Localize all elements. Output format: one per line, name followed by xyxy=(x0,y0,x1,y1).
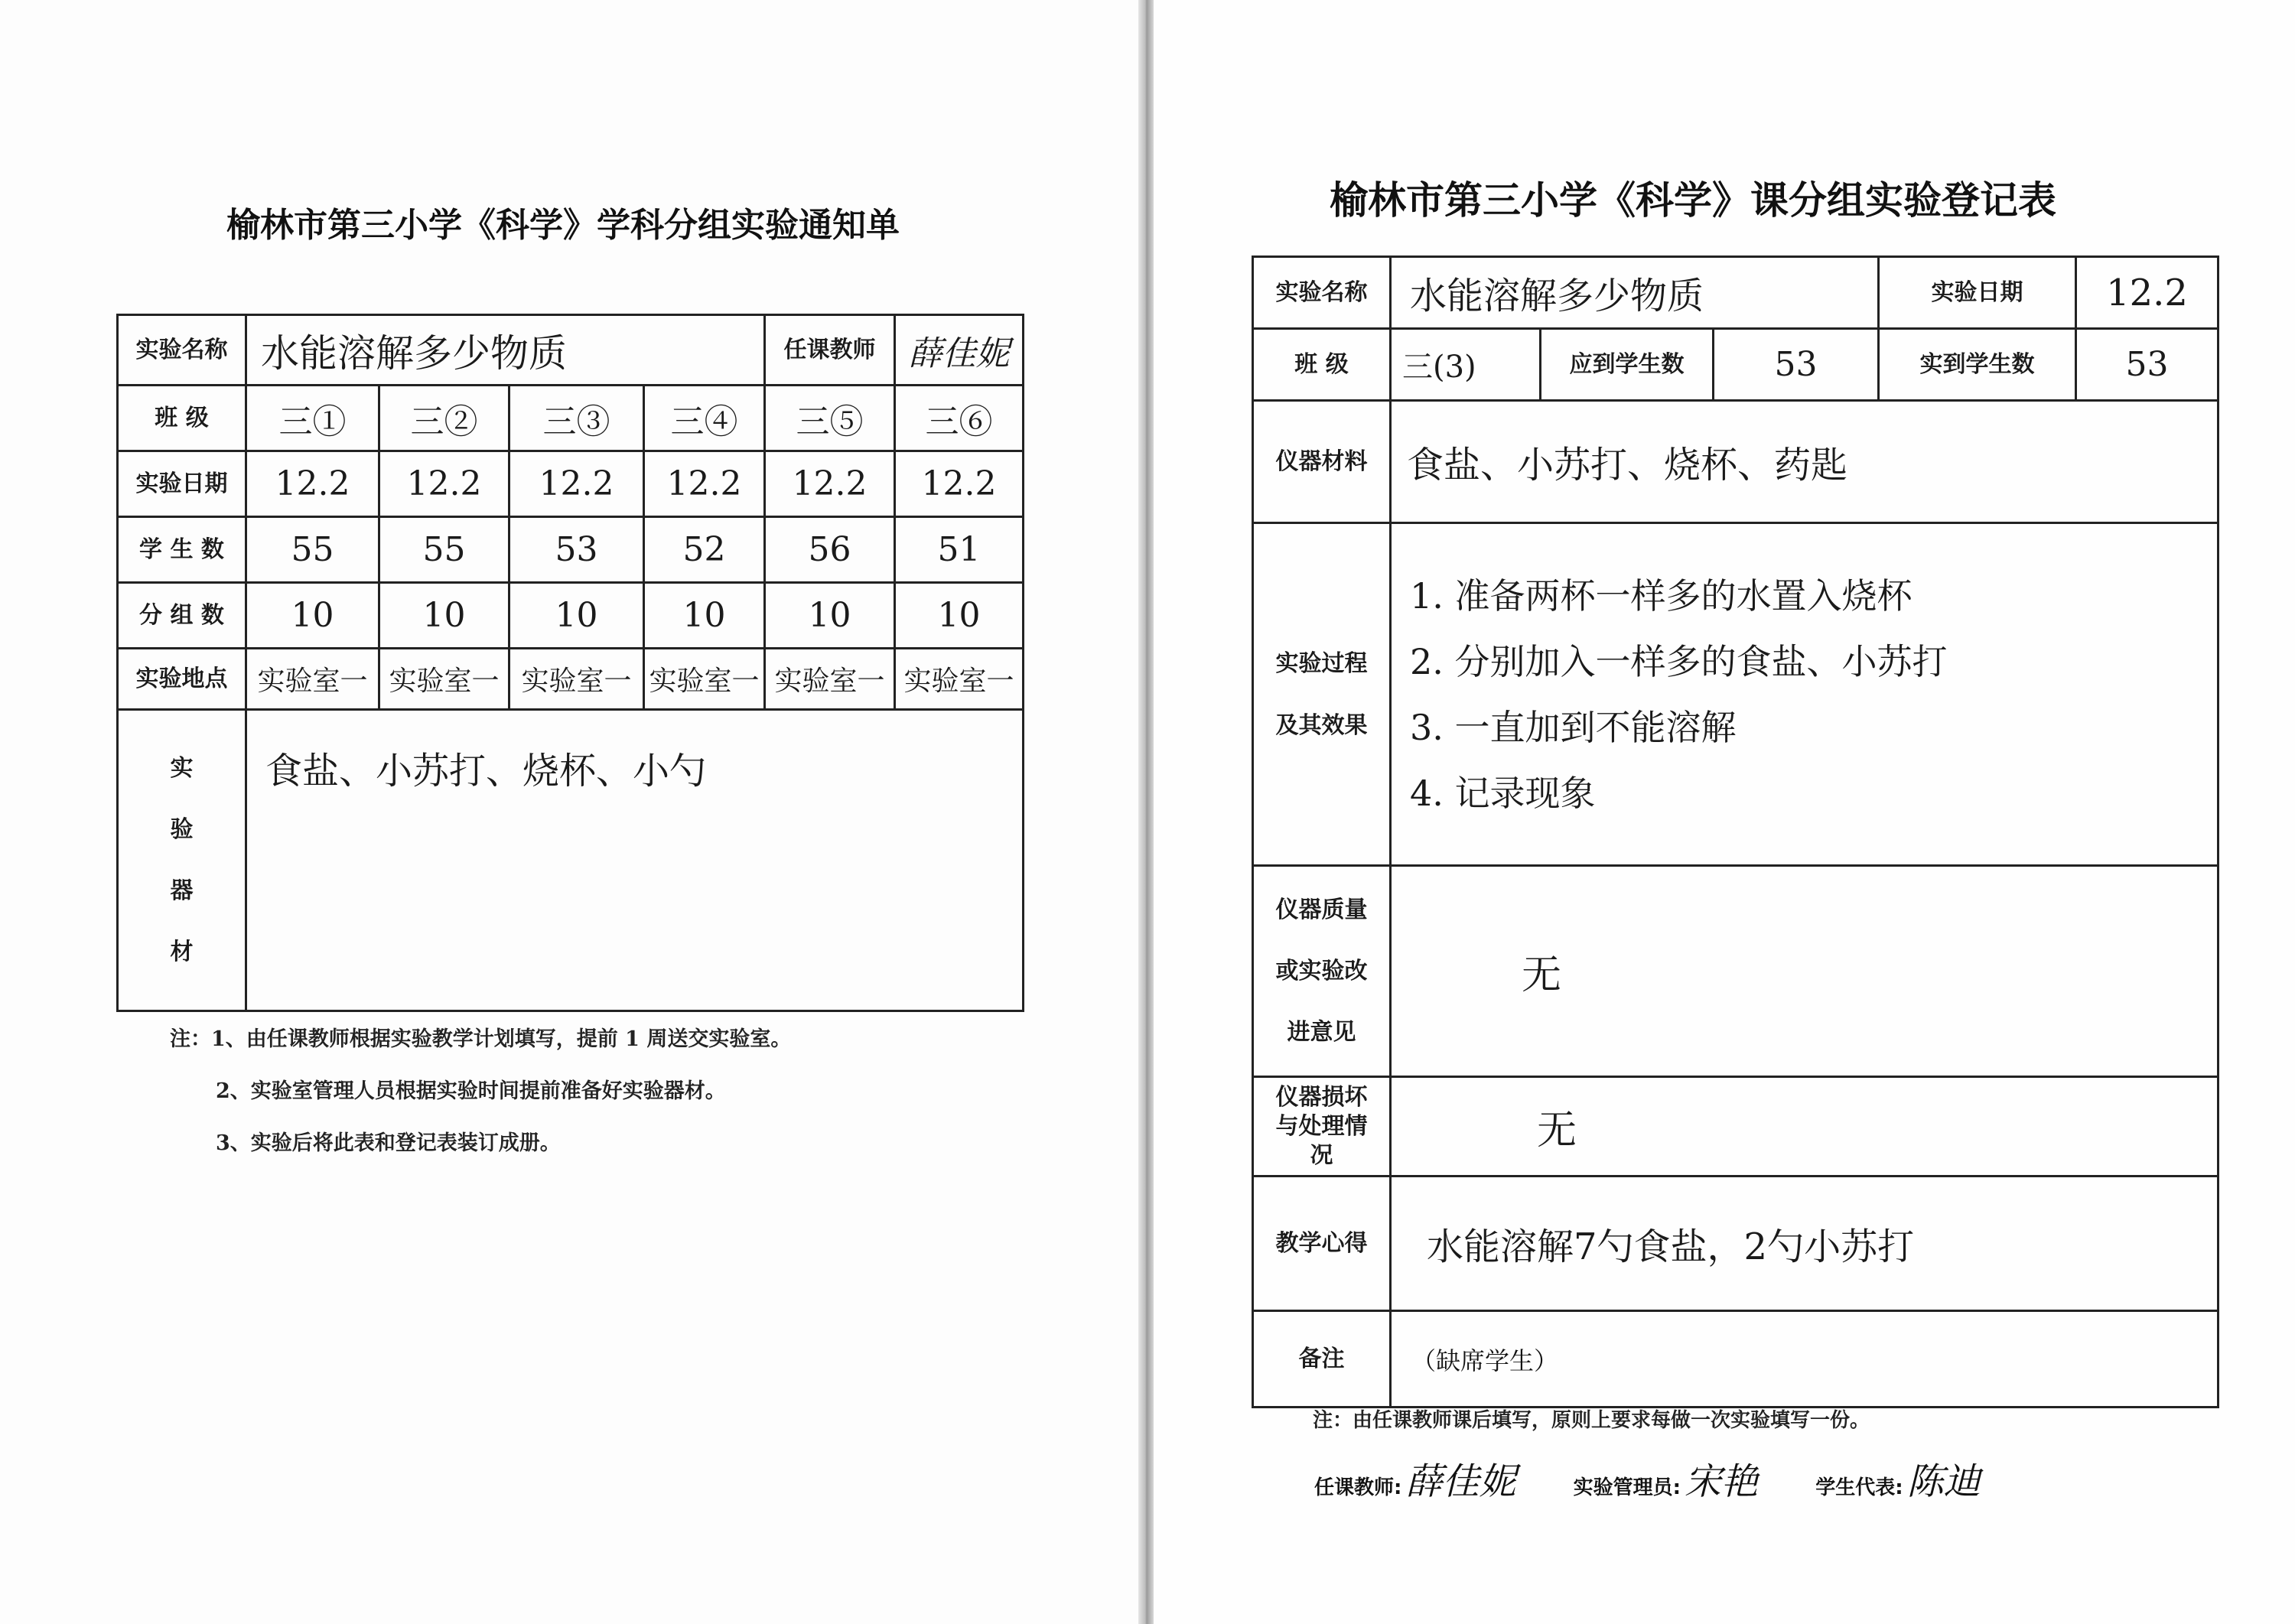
experiment-name-value: 水能溶解多少物质 xyxy=(1391,257,1879,329)
admin-signature: 宋艳 xyxy=(1685,1460,1759,1503)
label-class: 班 级 xyxy=(118,386,246,451)
groups-cell: 10 xyxy=(379,583,509,649)
location-cell: 实验室一 xyxy=(644,649,765,710)
label-class: 班 级 xyxy=(1253,329,1391,401)
teacher-name-value: 薛佳妮 xyxy=(895,315,1024,386)
damage-value: 无 xyxy=(1391,1077,2218,1177)
date-cell: 12.2 xyxy=(379,451,509,517)
materials-value: 食盐、小苏打、烧杯、药匙 xyxy=(1391,401,2218,523)
groups-cell: 10 xyxy=(509,583,644,649)
label-materials: 仪器材料 xyxy=(1253,401,1391,523)
label-quality: 仪器质量 或实验改 进意见 xyxy=(1253,866,1391,1077)
location-cell: 实验室一 xyxy=(246,649,379,710)
groups-cell: 10 xyxy=(246,583,379,649)
admin-sign-label: 实验管理员: xyxy=(1573,1476,1681,1499)
student-sign-label: 学生代表: xyxy=(1815,1476,1903,1499)
date-cell: 12.2 xyxy=(246,451,379,517)
label-students: 学 生 数 xyxy=(118,517,246,583)
notice-note-3: 3、实验后将此表和登记表装订成册。 xyxy=(216,1131,561,1155)
date-cell: 12.2 xyxy=(765,451,895,517)
signature-row xyxy=(1314,1452,1981,1505)
label-damage: 仪器损坏 与处理情 况 xyxy=(1253,1077,1391,1177)
quality-value: 无 xyxy=(1391,866,2218,1077)
location-cell: 实验室一 xyxy=(765,649,895,710)
label-date: 实验日期 xyxy=(1879,257,2076,329)
label-process: 实验过程 及其效果 xyxy=(1253,523,1391,866)
class-cell: 三⑥ xyxy=(895,386,1024,451)
date-value: 12.2 xyxy=(2076,257,2218,329)
students-cell: 53 xyxy=(509,517,644,583)
register-title: 榆林市第三小学《科学》课分组实验登记表 xyxy=(1330,177,2056,223)
label-groups: 分 组 数 xyxy=(118,583,246,649)
process-step: 1. 准备两杯一样多的水置入烧杯 xyxy=(1410,574,1912,617)
notice-note-1: 注：1、由任课教师根据实验教学计划填写，提前 1 周送交实验室。 xyxy=(170,1027,792,1051)
label-equipment: 实 验 器 材 xyxy=(118,710,246,1011)
process-step: 3. 一直加到不能溶解 xyxy=(1410,706,1737,748)
date-cell: 12.2 xyxy=(895,451,1024,517)
remarks-value: （缺席学生） xyxy=(1391,1311,2218,1408)
groups-cell: 10 xyxy=(895,583,1024,649)
teacher-signature: 薛佳妮 xyxy=(1405,1460,1516,1503)
actual-value: 53 xyxy=(2076,329,2218,401)
label-actual: 实到学生数 xyxy=(1879,329,2076,401)
register-note: 注：由任课教师课后填写，原则上要求每做一次实验填写一份。 xyxy=(1313,1409,1870,1432)
students-cell: 55 xyxy=(246,517,379,583)
groups-cell: 10 xyxy=(765,583,895,649)
equipment-value: 食盐、小苏打、烧杯、小勺 xyxy=(246,710,1024,1011)
label-teacher: 任课教师 xyxy=(765,315,895,386)
process-step: 4. 记录现象 xyxy=(1410,772,1596,814)
students-cell: 51 xyxy=(895,517,1024,583)
student-signature: 陈迪 xyxy=(1906,1460,1981,1503)
experience-value: 水能溶解7勺食盐，2勺小苏打 xyxy=(1391,1177,2218,1311)
notice-note-2: 2、实验室管理人员根据实验时间提前准备好实验器材。 xyxy=(216,1079,726,1103)
class-cell: 三① xyxy=(246,386,379,451)
experiment-name-value: 水能溶解多少物质 xyxy=(246,315,765,386)
date-cell: 12.2 xyxy=(644,451,765,517)
notice-table xyxy=(116,314,1024,1012)
location-cell: 实验室一 xyxy=(509,649,644,710)
location-cell: 实验室一 xyxy=(895,649,1024,710)
label-location: 实验地点 xyxy=(118,649,246,710)
date-cell: 12.2 xyxy=(509,451,644,517)
groups-cell: 10 xyxy=(644,583,765,649)
class-cell: 三⑤ xyxy=(765,386,895,451)
students-cell: 56 xyxy=(765,517,895,583)
class-cell: 三③ xyxy=(509,386,644,451)
label-expected: 应到学生数 xyxy=(1541,329,1714,401)
label-remarks: 备注 xyxy=(1253,1311,1391,1408)
register-table xyxy=(1252,255,2219,1408)
notice-title: 榆林市第三小学《科学》学科分组实验通知单 xyxy=(226,206,900,245)
students-cell: 52 xyxy=(644,517,765,583)
class-cell: 三④ xyxy=(644,386,765,451)
label-date: 实验日期 xyxy=(118,451,246,517)
process-list xyxy=(1391,523,2218,866)
location-cell: 实验室一 xyxy=(379,649,509,710)
label-experiment-name: 实验名称 xyxy=(118,315,246,386)
label-experiment-name: 实验名称 xyxy=(1253,257,1391,329)
process-step: 2. 分别加入一样多的食盐、小苏打 xyxy=(1410,640,1948,682)
expected-value: 53 xyxy=(1714,329,1879,401)
students-cell: 55 xyxy=(379,517,509,583)
class-cell: 三② xyxy=(379,386,509,451)
book-spine xyxy=(1138,0,1154,1624)
label-experience: 教学心得 xyxy=(1253,1177,1391,1311)
teacher-sign-label: 任课教师: xyxy=(1314,1476,1402,1499)
class-value: 三(3) xyxy=(1391,329,1541,401)
